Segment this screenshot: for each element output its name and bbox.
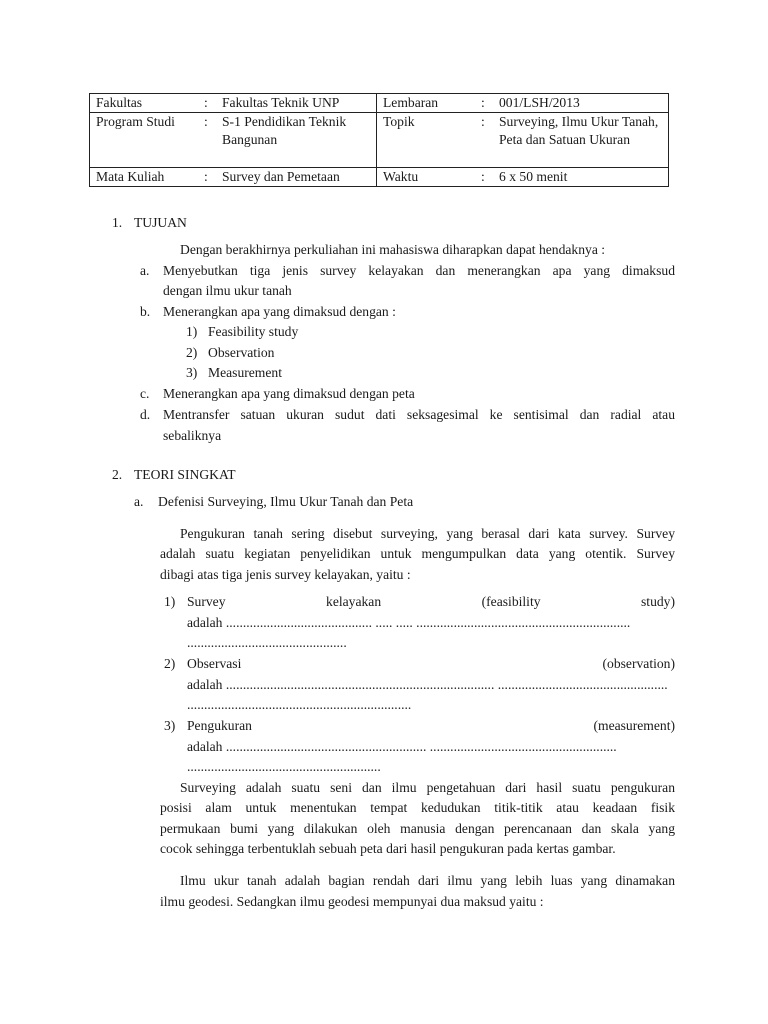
list-letter: c.: [140, 386, 150, 401]
header-value: 001/LSH/2013: [499, 95, 580, 110]
header-label: Lembaran: [383, 95, 439, 110]
fill-blank: adalah ........................................................... .......................................................: [187, 739, 617, 754]
fill-heading: [187, 656, 675, 672]
fill-word: (feasibility: [481, 594, 541, 609]
sublist-num: 1): [186, 324, 198, 339]
fill-num: 1): [164, 594, 176, 609]
fill-blank: .........................................................: [187, 759, 381, 774]
header-value: S-1 Pendidikan Teknik Bangunan: [222, 114, 347, 147]
sublist-num: 3): [186, 365, 198, 380]
section-title: TEORI SINGKAT: [134, 467, 236, 482]
header-label: Fakultas: [96, 95, 143, 110]
fill-num: 2): [164, 656, 176, 671]
header-colon: :: [481, 95, 485, 110]
fill-blank: ...............................................: [187, 635, 347, 650]
section-title: TUJUAN: [134, 215, 187, 230]
paragraph-line: posisi alam untuk menentukan tempat kedudukan titik-titik atau keadaan fisik: [160, 800, 675, 815]
paragraph-line: adalah suatu kegiatan penyelidikan untuk mengumpulkan data yang otentik. Survey: [160, 546, 675, 561]
paragraph-line: cocok sehingga terbentuklah sebuah peta dari hasil pengukuran pada kertas gambar.: [160, 841, 616, 856]
fill-word: Pengukuran: [187, 718, 252, 733]
fill-word: (measurement): [593, 718, 675, 733]
header-value: Surveying, Ilmu Ukur Tanah, Peta dan Satuan Ukuran: [499, 114, 659, 147]
sublist-item: Feasibility study: [208, 324, 299, 339]
paragraph-line: permukaan bumi yang dilakukan oleh manusia dengan perencanaan dan skala yang: [160, 821, 675, 836]
header-value: Survey dan Pemetaan: [222, 169, 340, 184]
list-item-cont: dengan ilmu ukur tanah: [163, 283, 292, 298]
fill-word: study): [641, 594, 675, 609]
paragraph-line: dibagi atas tiga jenis survey kelayakan, yaitu :: [160, 567, 411, 582]
section-number: 2.: [112, 467, 123, 482]
list-item: Menyebutkan tiga jenis survey kelayakan dan menerangkan apa yang dimaksud: [163, 263, 675, 278]
list-item: Menerangkan apa yang dimaksud dengan :: [163, 304, 396, 319]
header-colon: :: [204, 169, 208, 184]
list-item: Mentransfer satuan ukuran sudut dati seksagesimal ke sentisimal dan radial atau: [163, 407, 675, 422]
header-label: Program Studi: [96, 114, 175, 129]
fill-word: (observation): [602, 656, 675, 671]
header-label: Waktu: [383, 169, 419, 184]
header-colon: :: [481, 114, 485, 129]
fill-word: Observasi: [187, 656, 242, 671]
subsection-letter: a.: [134, 494, 144, 509]
fill-word: Survey: [187, 594, 226, 609]
fill-num: 3): [164, 718, 176, 733]
sublist-num: 2): [186, 345, 198, 360]
fill-blank: ..................................................................: [187, 697, 412, 712]
header-table: [89, 93, 669, 187]
paragraph-line: Pengukuran tanah sering disebut surveying, yang berasal dari kata survey. Survey: [180, 526, 675, 541]
fill-blank: adalah ............................................................................... ..................................................: [187, 677, 668, 692]
list-letter: b.: [140, 304, 151, 319]
subsection-title: Defenisi Surveying, Ilmu Ukur Tanah dan Peta: [158, 494, 414, 509]
fill-heading: [187, 718, 675, 734]
header-row: [90, 94, 669, 113]
header-row: [90, 168, 669, 187]
header-colon: :: [481, 169, 485, 184]
paragraph-line: Surveying adalah suatu seni dan ilmu pengetahuan dari hasil suatu pengukuran: [180, 780, 675, 795]
intro-text: Dengan berakhirnya perkuliahan ini mahasiswa diharapkan dapat hendaknya :: [180, 242, 606, 257]
fill-word: kelayakan: [326, 594, 382, 609]
fill-heading: [187, 594, 675, 610]
header-label: Mata Kuliah: [96, 169, 165, 184]
header-label: Topik: [383, 114, 415, 129]
paragraph-line: Ilmu ukur tanah adalah bagian rendah dari ilmu yang lebih luas yang dinamakan: [180, 873, 675, 888]
sublist-item: Observation: [208, 345, 275, 360]
list-letter: d.: [140, 407, 151, 422]
header-value: 6 x 50 menit: [499, 169, 568, 184]
list-item-cont: sebaliknya: [163, 428, 222, 443]
fill-blank: adalah ........................................... ..... ..... ...............................................................: [187, 615, 631, 630]
paragraph-line: ilmu geodesi. Sedangkan ilmu geodesi mempunyai dua maksud yaitu :: [160, 894, 544, 909]
sublist-item: Measurement: [208, 365, 282, 380]
header-value: Fakultas Teknik UNP: [222, 95, 340, 110]
header-colon: :: [204, 114, 208, 129]
list-letter: a.: [140, 263, 150, 278]
list-item: Menerangkan apa yang dimaksud dengan peta: [163, 386, 415, 401]
header-row: [90, 113, 669, 168]
header-colon: :: [204, 95, 208, 110]
section-number: 1.: [112, 215, 123, 230]
